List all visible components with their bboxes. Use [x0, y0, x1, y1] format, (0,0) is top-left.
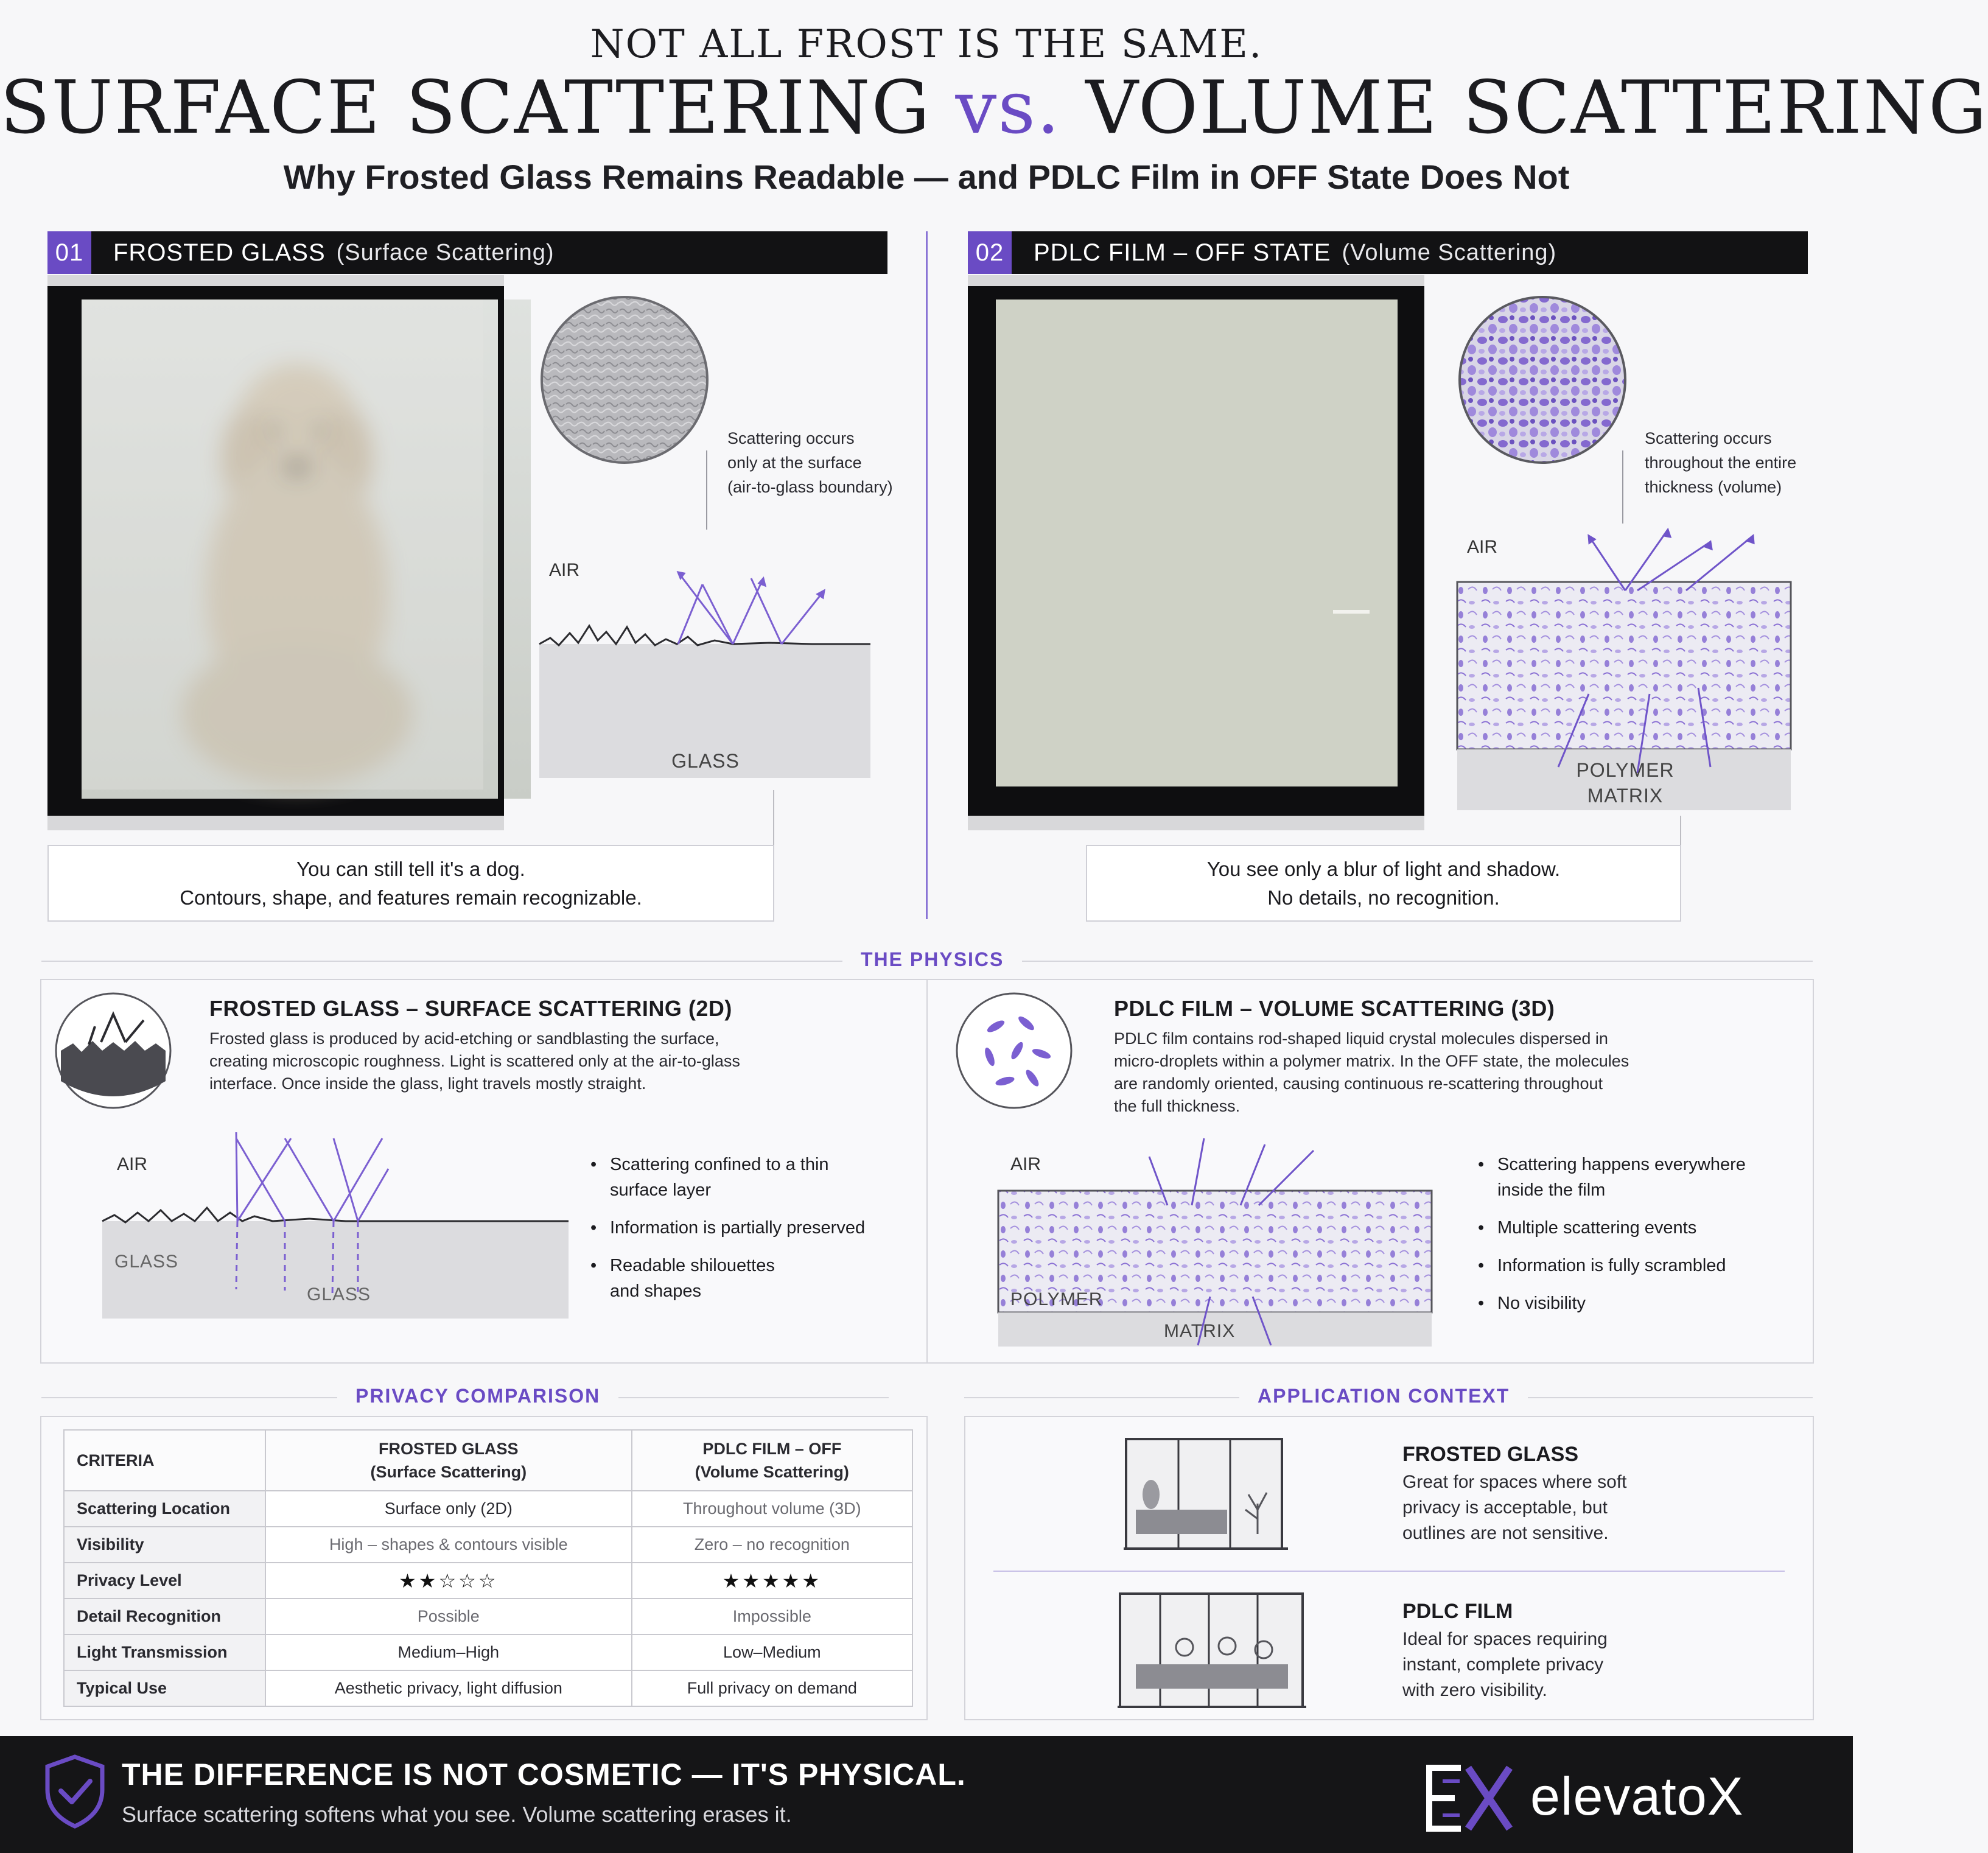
- physics-right-bullets: [1478, 1152, 1746, 1328]
- air-label: AIR: [549, 560, 580, 580]
- table-cell: High – shapes & contours visible: [265, 1527, 632, 1563]
- bullet-text: Information is partially preserved: [610, 1218, 866, 1238]
- connector-line: [1622, 450, 1623, 524]
- bullet-item: [1478, 1152, 1746, 1203]
- desc-line: interface. Once inside the glass, light travels mostly straight.: [209, 1074, 646, 1093]
- caption-line: You see only a blur of light and shadow.: [1206, 858, 1561, 880]
- pdlc-caption: [1086, 845, 1681, 922]
- volume-scattering-diagram-3d: [997, 1138, 1435, 1351]
- panel-divider: [926, 979, 928, 1364]
- polymer-matrix-label: [1455, 757, 1796, 808]
- table-cell: Medium–High: [265, 1634, 632, 1670]
- table-row: [64, 1527, 912, 1563]
- table-row: [64, 1599, 912, 1634]
- polymer-label: POLYMER: [1010, 1289, 1103, 1309]
- surface-note: [727, 426, 893, 499]
- table-cell: Aesthetic privacy, light diffusion: [265, 1670, 632, 1706]
- bullet-text: Multiple scattering events: [1497, 1218, 1697, 1238]
- volume-note-line: thickness (volume): [1645, 478, 1782, 496]
- desc-line: are randomly oriented, causing continuous re-scattering throughout: [1114, 1074, 1603, 1093]
- desc-line: with zero visibility.: [1402, 1680, 1547, 1700]
- table-header-row: [64, 1430, 912, 1491]
- title-vs: vs.: [955, 66, 1062, 150]
- section-header-frosted: [47, 231, 887, 274]
- desc-line: the full thickness.: [1114, 1097, 1241, 1115]
- table-row: [64, 1563, 912, 1599]
- app-pdlc-desc: [1402, 1627, 1608, 1703]
- header-line: FROSTED GLASS: [379, 1440, 519, 1458]
- application-label: APPLICATION CONTEXT: [1239, 1385, 1528, 1407]
- desc-line: Great for spaces where soft: [1402, 1472, 1627, 1492]
- section-number: 01: [47, 231, 91, 274]
- matrix-line: POLYMER: [1576, 759, 1675, 781]
- frosted-caption: [47, 845, 774, 922]
- air-label: AIR: [1467, 537, 1498, 557]
- desc-line: PDLC film contains rod-shaped liquid crystal molecules dispersed in: [1114, 1029, 1608, 1048]
- connector-line: [773, 790, 774, 846]
- table-cell: Visibility: [64, 1527, 265, 1563]
- desc-line: outlines are not sensitive.: [1402, 1523, 1609, 1543]
- header-line: (Volume Scattering): [695, 1463, 849, 1481]
- bullet-text: Information is fully scrambled: [1497, 1256, 1726, 1275]
- bullet-text: inside the film: [1497, 1180, 1606, 1200]
- table-header: CRITERIA: [64, 1430, 265, 1491]
- air-label: AIR: [1010, 1154, 1041, 1174]
- physics-right-title: PDLC FILM – VOLUME SCATTERING (3D): [1114, 996, 1555, 1021]
- footer-tagline: Surface scattering softens what you see. Volume scattering erases it.: [122, 1802, 792, 1827]
- surface-note-line: Scattering occurs: [727, 429, 855, 447]
- caption-line: No details, no recognition.: [1267, 886, 1500, 909]
- bullet-text: Scattering confined to a thin: [610, 1155, 829, 1174]
- brand-name: elevatoX: [1530, 1766, 1744, 1826]
- title-left: SURFACE SCATTERING: [0, 66, 931, 150]
- bullet-item: [590, 1253, 865, 1304]
- table-row: [64, 1634, 912, 1670]
- glass-label: GLASS: [114, 1252, 179, 1272]
- bullet-text: and shapes: [610, 1281, 701, 1301]
- volume-note-line: Scattering occurs: [1645, 429, 1772, 447]
- volume-note: [1645, 426, 1796, 499]
- title-right: VOLUME SCATTERING: [1085, 66, 1988, 150]
- physics-label: THE PHYSICS: [842, 948, 1022, 971]
- star-rating-frosted: ★★☆☆☆: [265, 1563, 632, 1599]
- caption-line: You can still tell it's a dog.: [296, 858, 525, 880]
- volume-scattering-icon: [953, 990, 1075, 1112]
- table-header: [265, 1430, 632, 1491]
- surface-note-line: only at the surface: [727, 454, 862, 472]
- office-illustration-pdlc: [1118, 1591, 1306, 1711]
- physics-left-desc: [209, 1028, 740, 1095]
- brand-logo-icon: [1424, 1763, 1516, 1834]
- section-title-note: (Surface Scattering): [336, 239, 555, 265]
- desc-line: privacy is acceptable, but: [1402, 1497, 1608, 1518]
- app-divider: [993, 1571, 1785, 1572]
- header-line: PDLC FILM – OFF: [702, 1440, 842, 1458]
- page-subtitle: Why Frosted Glass Remains Readable — and PDLC Film in OFF State Does Not: [283, 158, 1570, 196]
- connector-line: [1680, 816, 1681, 846]
- app-frosted-title: FROSTED GLASS: [1402, 1443, 1579, 1466]
- physics-left-bullets: [590, 1152, 865, 1316]
- bullet-text: No visibility: [1497, 1294, 1586, 1313]
- desc-line: creating microscopic roughness. Light is scattered only at the air-to-glass: [209, 1052, 740, 1070]
- air-label: AIR: [117, 1154, 148, 1174]
- desc-line: instant, complete privacy: [1402, 1655, 1604, 1675]
- privacy-label: PRIVACY COMPARISON: [337, 1385, 618, 1407]
- header-line: (Surface Scattering): [370, 1463, 527, 1481]
- star-rating-pdlc: ★★★★★: [632, 1563, 912, 1599]
- table-cell: Privacy Level: [64, 1563, 265, 1599]
- section-header-pdlc: [968, 231, 1808, 274]
- table-row: [64, 1491, 912, 1527]
- section-divider: [926, 231, 928, 919]
- desc-line: Ideal for spaces requiring: [1402, 1629, 1608, 1649]
- bullet-item: [1478, 1215, 1746, 1241]
- table-cell: Detail Recognition: [64, 1599, 265, 1634]
- frosted-window-photo: [47, 275, 504, 830]
- desc-line: micro-droplets within a polymer matrix. In the OFF state, the molecules: [1114, 1052, 1629, 1070]
- app-frosted-desc: [1402, 1469, 1627, 1546]
- table-cell: Light Transmission: [64, 1634, 265, 1670]
- kicker: NOT ALL FROST IS THE SAME.: [590, 22, 1263, 67]
- glass-label: GLASS: [307, 1284, 371, 1305]
- surface-texture-magnifier: [538, 293, 711, 466]
- bullet-text: surface layer: [610, 1180, 712, 1200]
- volume-note-line: throughout the entire: [1645, 454, 1797, 472]
- application-panel: [964, 1416, 1814, 1720]
- surface-scattering-icon: [52, 990, 174, 1112]
- volume-texture-magnifier: [1456, 293, 1629, 466]
- bullet-item: [1478, 1253, 1746, 1278]
- table-header: [632, 1430, 912, 1491]
- privacy-table: [63, 1429, 913, 1707]
- physics-left-title: FROSTED GLASS – SURFACE SCATTERING (2D): [209, 996, 732, 1021]
- table-cell: Typical Use: [64, 1670, 265, 1706]
- table-cell: Zero – no recognition: [632, 1527, 912, 1563]
- section-title: PDLC FILM – OFF STATE: [1034, 239, 1331, 266]
- table-cell: Throughout volume (3D): [632, 1491, 912, 1527]
- app-pdlc-title: PDLC FILM: [1402, 1600, 1513, 1623]
- table-cell: Low–Medium: [632, 1634, 912, 1670]
- table-cell: Possible: [265, 1599, 632, 1634]
- glass-label: GLASS: [671, 750, 740, 772]
- bullet-text: Readable shilouettes: [610, 1256, 775, 1275]
- desc-line: Frosted glass is produced by acid-etching or sandblasting the surface,: [209, 1029, 719, 1048]
- table-cell: Impossible: [632, 1599, 912, 1634]
- table-row: [64, 1670, 912, 1706]
- office-illustration-frosted: [1124, 1437, 1288, 1552]
- section-title: FROSTED GLASS: [113, 239, 326, 266]
- matrix-label: MATRIX: [1164, 1321, 1236, 1341]
- page-title: [0, 66, 1988, 150]
- physics-right-desc: [1114, 1028, 1629, 1118]
- caption-line: Contours, shape, and features remain recognizable.: [180, 886, 642, 909]
- bullet-item: [590, 1215, 865, 1241]
- footer-headline: THE DIFFERENCE IS NOT COSMETIC — IT'S PHYSICAL.: [122, 1757, 966, 1792]
- pdlc-window-photo: [968, 275, 1424, 830]
- section-number: 02: [968, 231, 1012, 274]
- table-cell: Full privacy on demand: [632, 1670, 912, 1706]
- table-cell: Scattering Location: [64, 1491, 265, 1527]
- bullet-item: [1478, 1291, 1746, 1316]
- table-cell: Surface only (2D): [265, 1491, 632, 1527]
- shield-check-icon: [43, 1753, 107, 1830]
- surface-note-line: (air-to-glass boundary): [727, 478, 893, 496]
- matrix-line: MATRIX: [1587, 785, 1664, 807]
- section-title-note: (Volume Scattering): [1342, 239, 1557, 265]
- bullet-item: [590, 1152, 865, 1203]
- bullet-text: Scattering happens everywhere: [1497, 1155, 1746, 1174]
- connector-line: [706, 450, 707, 530]
